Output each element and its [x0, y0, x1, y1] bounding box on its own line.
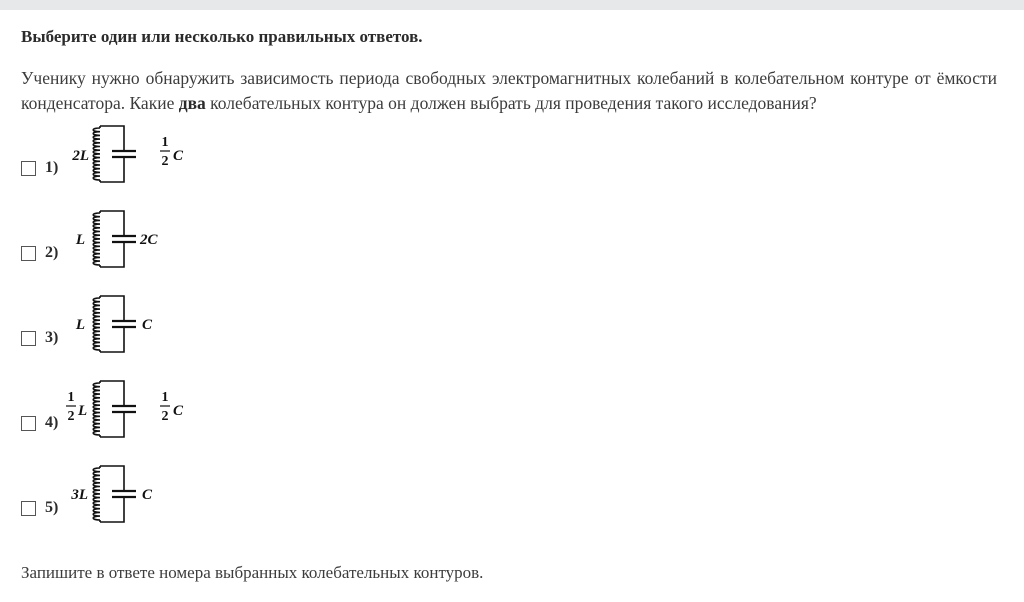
capacitance-label: C: [173, 403, 184, 419]
circuit-wire: [100, 126, 124, 151]
option-number: 1): [45, 159, 59, 176]
option-checkbox[interactable]: [21, 331, 36, 346]
option-number: 4): [45, 414, 59, 431]
capacitor-symbol: [112, 236, 136, 242]
circuit-wire: [100, 497, 124, 522]
option-number: 3): [45, 329, 59, 346]
inductance-label: L: [75, 317, 85, 333]
option-4[interactable]: [21, 375, 221, 439]
capacitance-coef-numerator: 1: [161, 390, 169, 405]
lc-circuit-diagram: [65, 375, 205, 445]
inductance-coef-denominator: 2: [67, 409, 75, 424]
option-checkbox[interactable]: [21, 501, 36, 516]
inductor-coil: [93, 298, 100, 350]
answer-instruction: Запишите в ответе номера выбранных колебательных контуров.: [21, 563, 484, 582]
inductance-label: 2L: [72, 148, 89, 164]
capacitor-symbol: [112, 151, 136, 157]
circuit-wire: [100, 296, 124, 321]
circuit-wire: [100, 381, 124, 406]
circuit-wire: [100, 242, 124, 267]
option-checkbox[interactable]: [21, 161, 36, 176]
lc-circuit-diagram: [65, 460, 205, 530]
option-1[interactable]: [21, 120, 221, 184]
option-checkbox[interactable]: [21, 246, 36, 261]
capacitance-coef-denominator: 2: [161, 409, 169, 424]
capacitance-label: C: [142, 317, 153, 333]
capacitance-coef-numerator: 1: [161, 135, 169, 150]
circuit-wire: [100, 327, 124, 352]
capacitance-label: C: [173, 148, 184, 164]
inductor-coil: [93, 468, 100, 520]
inductance-coef-numerator: 1: [67, 390, 75, 405]
capacitance-coef-denominator: 2: [161, 154, 169, 169]
circuit-wire: [100, 211, 124, 236]
capacitance-label: C: [142, 487, 153, 503]
circuit-wire: [100, 466, 124, 491]
option-3[interactable]: [21, 290, 221, 354]
question-text-end: колебательных контура он должен выбрать для проведения такого исследования?: [205, 93, 817, 113]
option-2[interactable]: [21, 205, 221, 269]
top-bar: [0, 0, 1024, 10]
capacitor-symbol: [112, 321, 136, 327]
option-number: 2): [45, 244, 59, 261]
capacitor-symbol: [112, 406, 136, 412]
circuit-wire: [100, 412, 124, 437]
inductor-coil: [93, 128, 100, 180]
option-checkbox[interactable]: [21, 416, 36, 431]
lc-circuit-diagram: [65, 205, 205, 275]
inductor-coil: [93, 213, 100, 265]
capacitor-symbol: [112, 491, 136, 497]
inductance-label: L: [78, 403, 88, 419]
question-text-start: Ученику нужно обнаружить зависимость периода свободных электромагнитных колебаний в колебательном контуре от ёмкости конденсатора. Какие: [21, 68, 997, 113]
option-5[interactable]: [21, 460, 221, 524]
inductance-label: L: [75, 232, 85, 248]
inductor-coil: [93, 383, 100, 435]
instruction: Выберите один или несколько правильных ответов.: [21, 27, 423, 46]
question-text-bold: два: [178, 93, 206, 113]
capacitance-label: 2C: [140, 232, 158, 248]
option-number: 5): [45, 499, 59, 516]
lc-circuit-diagram: [65, 120, 205, 190]
circuit-wire: [100, 157, 124, 182]
lc-circuit-diagram: [65, 290, 205, 360]
inductance-label: 3L: [71, 487, 88, 503]
question-text: [21, 66, 997, 116]
